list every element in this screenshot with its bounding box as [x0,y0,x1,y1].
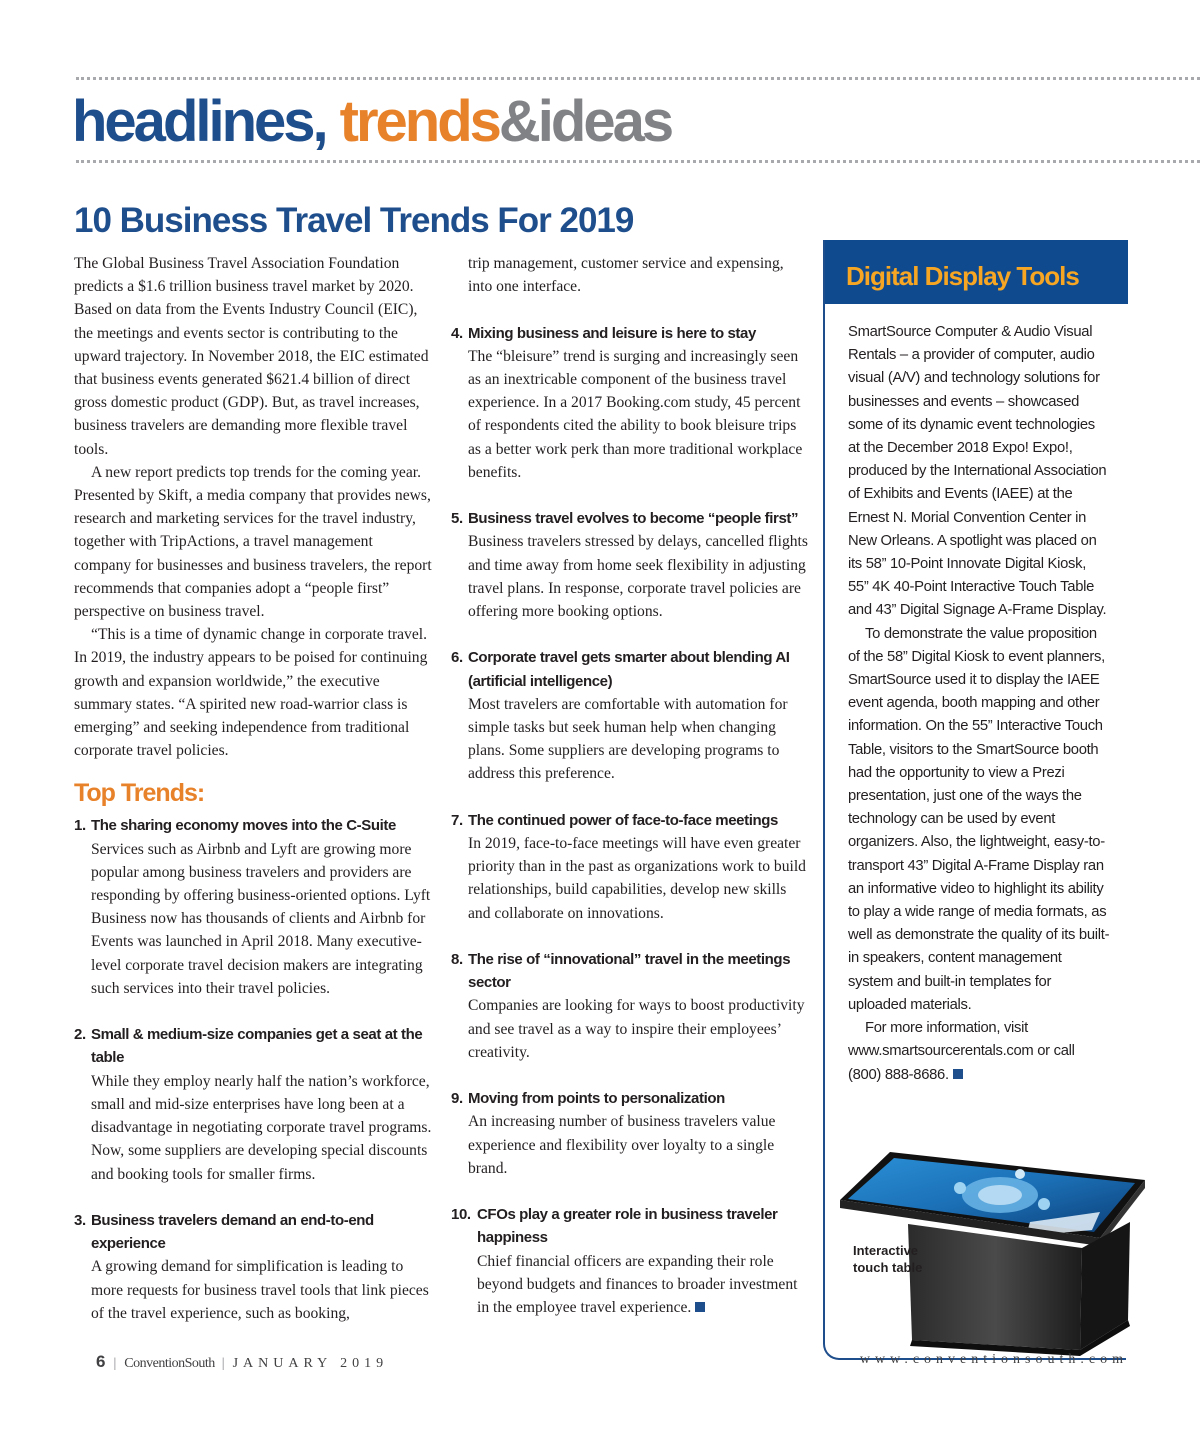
masthead-top-dotted-rule [76,77,1200,80]
trend-title: Small & medium-size companies get a seat at the table [91,1026,423,1067]
trend-body [477,1250,811,1320]
trend-body: Companies are looking for ways to boost productivity and see travel as a way to inspire their employees’ creativity. [468,997,805,1061]
trend-item-1 [74,814,432,1000]
trend-number: 9. [451,1090,463,1108]
sidebar-title: Digital Display Tools [825,240,1128,304]
trend-item-10 [451,1203,811,1319]
trend-item-5 [451,507,811,623]
trend-title: CFOs play a greater role in business traveler happiness [477,1206,778,1247]
page-footer-left: 6 | ConventionSouth | JANUARY 2019 [96,1352,389,1371]
trend-body: An increasing number of business travelers value experience and flexibility over loyalty to a single brand. [468,1113,776,1177]
trend-body: In 2019, face-to-face meetings will have even greater priority than in the past as organizations work to build relationships, build capabilities, develop new skills and collaborate on innovations. [468,835,806,922]
sidebar-paragraph-3 [848,1017,1110,1087]
trend-heading [451,646,811,692]
sidebar-body [848,321,1110,1087]
trend-title: Business travel evolves to become “people first” [468,510,799,528]
trend-title: Corporate travel gets smarter about blending AI (artificial intelligence) [468,649,790,690]
trend-title: The sharing economy moves into the C-Suite [91,817,396,835]
trend-number: 6. [451,649,463,667]
article-column-1 [74,252,432,1325]
trend-item-6 [451,646,811,785]
trend-body-text: Chief financial officers are expanding their role beyond budgets and finances to broader investment in the employee travel experience. [477,1252,798,1317]
intro-paragraph-3: “This is a time of dynamic change in corporate travel. In 2019, the industry appears to be poised for continuing growth and expansion worldwide,” the executive summary states. “A spirited new road-warrior class is emerging” and seeking independence from traditional corporate travel policies. [74,626,428,760]
intro-paragraph-1: The Global Business Travel Association Foundation predicts a $1.6 trillion business travel market by 2020. Based on data from the Events Industry Council (EIC), the meetings and events sector is contributing to the upward trajectory. In November 2018, the EIC estimated that business events generated $621.4 billion of direct gross domestic product (GDP). But, as travel increases, business travelers are demanding more flexible travel tools. [74,255,429,458]
trend-heading [451,809,811,832]
trend-title: Business travelers demand an end-to-end experience [91,1211,374,1253]
trend-title: The rise of “innovational” travel in the meetings sector [468,951,791,992]
masthead-bottom-dotted-rule [76,160,1200,163]
page-number: 6 [96,1352,107,1371]
sidebar-contact-text: For more information, visit www.smartsourcerentals.com or call (800) 888-8686. [848,1020,1075,1083]
caption-line-2: touch table [853,1260,923,1275]
trend-title: Mixing business and leisure is here to stay [468,324,756,342]
trend-number: 7. [451,811,463,829]
trend-item-7 [451,809,811,925]
trend-item-3 [74,1209,432,1325]
trend-item-2 [74,1023,432,1185]
magazine-name: ConventionSouth [124,1356,215,1371]
masthead-ideas: &ideas [498,89,672,154]
trend-heading [451,322,811,345]
trend-heading [451,948,811,994]
caption-line-1: Interactive [853,1243,919,1258]
trend-title: The continued power of face-to-face meetings [468,811,778,829]
trend-number: 5. [451,510,463,528]
article-title: 10 Business Travel Trends For 2019 [74,201,634,240]
trend-heading [74,814,432,837]
trend-body: Most travelers are comfortable with automation for simple tasks but seek human help when changing plans. Some suppliers are developing programs to address this preference. [468,695,788,783]
website-url: www.conventionsouth.com [859,1352,1128,1367]
trend-heading [451,1203,811,1249]
sidebar-paragraph-1: SmartSource Computer & Audio Visual Rentals – a provider of computer, audio visual (A/V) and technology solutions for businesses and events – showcased some of its dynamic event technologies at the December 2018 Expo! Expo!, produced by the International Association of Exhibits and Events (IAEE) at the Ernest N. Morial Convention Center in New Orleans. A spotlight was placed on its 58” 10-Point Innovate Digital Kiosk, 55” 4K 40-Point Interactive Touch Table and 43” Digital Signage A-Frame Display. [848,324,1107,619]
trend-heading [451,1087,811,1110]
trend-body: A growing demand for simplification is leading to more requests for business travel tools that link pieces of the travel experience, such as booking, [91,1258,429,1322]
trend-heading [451,507,811,530]
trend-body: Services such as Airbnb and Lyft are growing more popular among business travelers and providers are responding by offering business-oriented options. Lyft Business now has thousands of clients and Airbnb for Events was launched in April 2018. Many executive-level corporate travel decision makers are integrating such services into their travel policies. [91,840,431,997]
top-trends-heading: Top Trends: [74,779,205,808]
trend-item-4 [451,322,811,484]
trend-title: Moving from points to personalization [468,1090,725,1108]
article-column-2 [451,252,811,1319]
trend-number: 2. [74,1026,86,1044]
photo-caption [853,1242,922,1276]
issue-date: JANUARY 2019 [232,1356,389,1371]
intro-paragraph-2: A new report predicts top trends for the coming year. Presented by Skift, a media company that provides news, research and marketing services for the travel industry, together with TripActions, a travel management company for businesses and business travelers, the report recommends that companies adopt a “people first” perspective on business travel. [74,463,432,621]
trend-body: While they employ nearly half the nation’s workforce, small and mid-size enterprises have long been at a disadvantage in negotiating corporate travel programs. Now, some suppliers are developing special discounts and booking tools for smaller firms. [91,1072,432,1183]
trend-heading [74,1023,432,1069]
end-of-article-mark [695,1302,705,1312]
sidebar-paragraph-2: To demonstrate the value proposition of the 58” Digital Kiosk to event planners, SmartSource used it to display the IAEE event agenda, booth mapping and other information. On the 55” Interactive Touch Table, visitors to the SmartSource booth had the opportunity to view a Prezi presentation, just one of the ways the technology can be used by event organizers. Also, the lightweight, easy-to-transport 43” Digital A-Frame Display ran an informative video to highlight its ability to play a wide range of media formats, as well as demonstrate the quality of its built-in speakers, content management system and built-in templates for uploaded materials. [848,625,1110,1013]
trend-number: 1. [74,817,86,835]
trend-number: 4. [451,324,463,342]
trend-body: The “bleisure” trend is surging and increasingly seen as an inextricable component of the business travel experience. In a 2017 Booking.com study, 45 percent of respondents cited the ability to book bleisure trips as a better work perk than more traditional workplace benefits. [468,347,803,481]
trend-number: 10. [451,1206,471,1224]
trend-item-9 [451,1087,811,1180]
trend-item-8 [451,948,811,1064]
masthead-headlines: headlines, [72,89,326,154]
trend-number: 8. [451,951,463,969]
trend-number: 3. [74,1211,86,1229]
trend-3-body-continued: trip management, customer service and expensing, into one interface. [468,255,784,296]
section-masthead [72,86,671,158]
end-of-sidebar-mark [953,1069,963,1079]
masthead-trends: trends [339,89,499,154]
trend-body: Business travelers stressed by delays, cancelled flights and time away from home seek flexibility in adjusting travel plans. In response, corporate travel policies are offering more booking options. [468,533,808,621]
trend-heading [74,1209,432,1255]
